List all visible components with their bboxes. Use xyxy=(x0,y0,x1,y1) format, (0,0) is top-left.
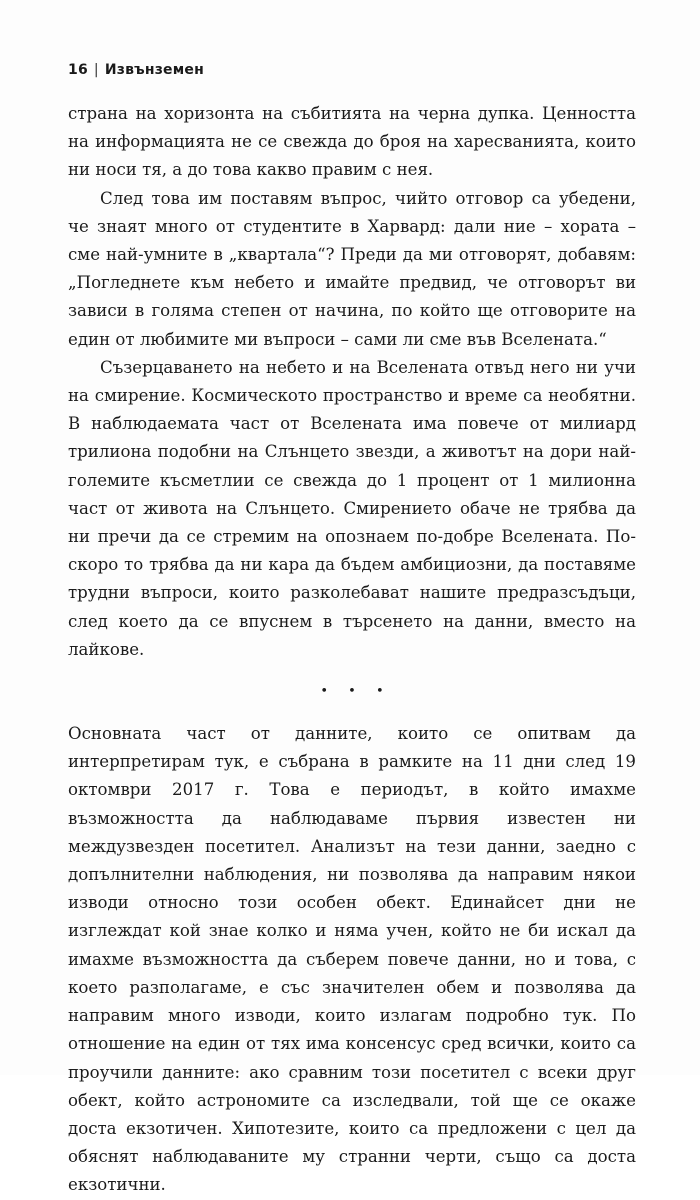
section-break-ornament: • • • xyxy=(320,684,392,700)
running-head xyxy=(68,62,204,78)
paragraph-data-analysis: Основната част от данните, които се опитвам да интерпретирам тук, е събрана в рамките на 11 дни след 19 октомври 2017 г. Това е периодът, в който имахме възможността да наблюдаваме първия известен ни междузвезден посетител. Анализът на тези данни, заедно с допълнителни наблюдения, ни позволява да направим някои изводи относно този особен обект. Единайсет дни не изглеждат кой знае колко и няма учен, който не би искал да имахме възможността да съберем повече данни, но и това, с което разполагаме, е със значителен обем и позволява да направим много изводи, които излагам подробно тук. По отношение на един от тях има консенсус сред всички, които са проучили данните: ако сравним този посетител с всеки друг обект, който астрономите са изследвали, той ще се окаже доста екзотичен. Хипотезите, които са предложени с цел да обяснят наблюдаваните му странни черти, също са доста екзотични. xyxy=(68,724,636,1195)
header-separator: | xyxy=(93,62,99,78)
paragraph-humility: Съзерцаването на небето и на Вселената отвъд него ни учи на смирение. Космическото пространство и време са необятни. В наблюдаемата част от Вселената има повече от милиард трилиона подобни на Слънцето звезди, а животът на дори най-големите късметлии се свежда до 1 процент от 1 милионна част от живота на Слънцето. Смирението обаче не трябва да ни пречи да се стремим на опознаем по-добре Вселената. По-скоро то трябва да ни кара да бъдем амбициозни, да поставяме трудни въпроси, които разколебават нашите предразсъдъци, след което да се впуснем в търсенето на данни, вместо на лайкове. xyxy=(68,357,636,659)
paragraph-continuation: страна на хоризонта на събитията на черна дупка. Ценността на информацията не се свежда до броя на харесванията, които ни носи тя, а до това какво правим с нея. xyxy=(68,104,636,180)
book-title: Извънземен xyxy=(104,62,204,78)
page-number: 16 xyxy=(68,62,88,78)
body-text xyxy=(68,100,636,1200)
paragraph-question: След това им поставям въпрос, чийто отговор са убедени, че знаят много от студентите в Харвард: дали ние – хората – сме най-умните в „квартала“? Преди да ми отговорят, добавям: „Погледнете към небето и имайте предвид, че отговорът ви зависи в голяма степен от начина, по който ще отговорите на един от любимите ми въпроси – сами ли сме във Вселената.“ xyxy=(68,188,636,349)
